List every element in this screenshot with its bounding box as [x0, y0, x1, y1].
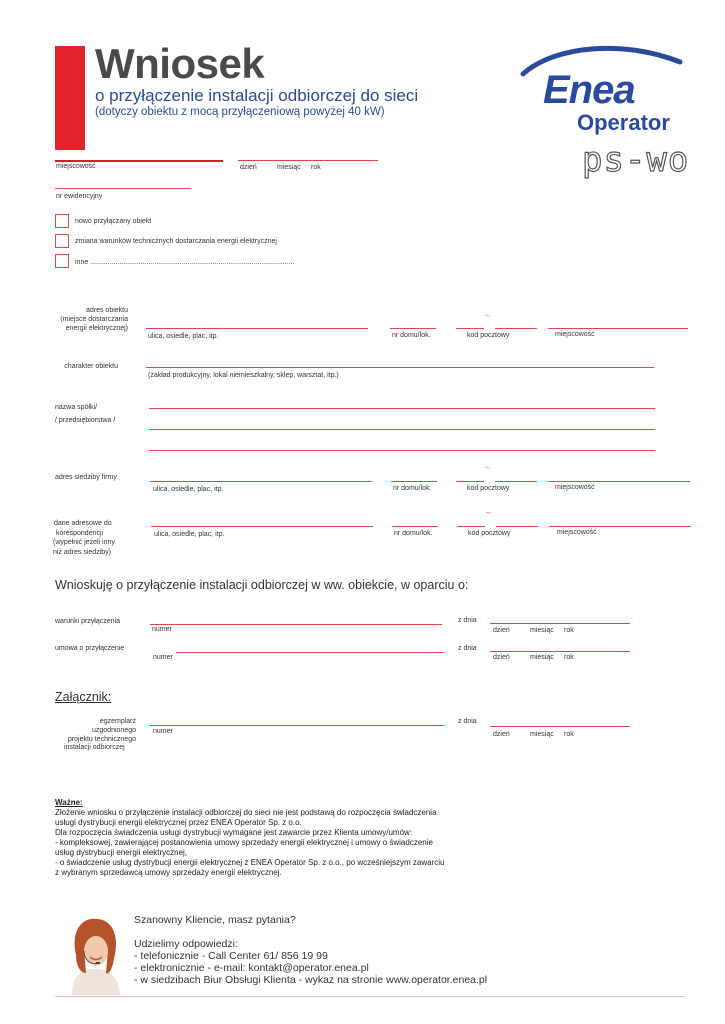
object-character-field[interactable]: [146, 367, 654, 368]
basis-agreement-number-label: numer: [153, 654, 173, 661]
checkbox-new-object[interactable]: [55, 214, 69, 228]
correspondence-city-field[interactable]: [549, 526, 691, 527]
correspondence-street-label: ulica, osiedle, plac, itp.: [154, 531, 225, 538]
date-dzien-label: dzień: [240, 164, 257, 171]
contact-offices: - w siedzibach Biur Obsługi Klienta - wykaz na stronie www.operator.enea.pl: [134, 974, 488, 986]
basis-conditions-zdnia-label: z dnia: [458, 617, 477, 624]
attachment-heading: Załącznik:: [55, 690, 112, 704]
request-heading: Wnioskuję o przyłączenie instalacji odbiorczej w ww. obiekcie, w oparciu o:: [55, 578, 469, 592]
basis-agreement-number-field[interactable]: [176, 652, 444, 653]
company-address-postal-label: kod pocztowy: [467, 485, 510, 492]
company-address-city-field[interactable]: [548, 481, 690, 482]
company-address-postal-field-2[interactable]: [495, 481, 537, 482]
important-line-3: Dla rozpoczęcia świadczenia usługi dystrybucji wymagane jest zawarcie przez Klienta umowy/umów:: [55, 828, 413, 837]
nr-ewidencyjny-label: nr ewidencyjny: [56, 193, 103, 200]
address-object-street-label: ulica, osiedle, plac, itp.: [148, 333, 219, 340]
correspondence-house-field[interactable]: [392, 526, 438, 527]
basis-conditions-number-label: numer: [152, 626, 172, 633]
important-line-7: z wybranym sprzedawcą umowy sprzedaży energii elektrycznej.: [55, 868, 282, 877]
important-title: Ważne:: [55, 798, 83, 807]
attachment-label-4: instalacji odbiorczej: [64, 744, 125, 751]
correspondence-postal-field-2[interactable]: [496, 526, 538, 527]
company-name-field-2[interactable]: [149, 429, 655, 430]
basis-agreement-date-field[interactable]: [490, 651, 630, 652]
attachment-rok-label: rok: [564, 731, 574, 738]
basis-agreement-miesiac-label: miesiąc: [530, 654, 554, 661]
correspondence-label: [53, 519, 115, 557]
logo-subtext: Operator: [577, 110, 670, 135]
basis-conditions-label: warunki przyłączenia: [55, 618, 120, 625]
company-address-postal-field-1[interactable]: [456, 481, 484, 482]
checkbox-change-conditions[interactable]: [55, 234, 69, 248]
company-name-field-3[interactable]: [149, 450, 655, 451]
correspondence-label-1: dane adresowe do: [54, 520, 112, 527]
enea-logo: [515, 40, 695, 140]
important-line-5: usług dystrybucji energii elektrycznej,: [55, 848, 188, 857]
address-object-house-label: nr domu/lok.: [392, 332, 431, 339]
important-line-6: - o świadczenie usług dystrybucji energii elektrycznej z ENEA Operator Sp. z o.o., po wcześniejszym zawarciu: [55, 858, 445, 867]
address-object-label: [40, 306, 128, 333]
postal-dash: –: [485, 463, 490, 472]
important-line-2: usługi dystrybucji energii elektrycznej przez ENEA Operator Sp. z o.o.: [55, 818, 302, 827]
address-object-postal-label: kod pocztowy: [467, 332, 510, 339]
correspondence-house-label: nr domu/lok.: [394, 530, 433, 537]
important-note: [55, 798, 475, 878]
address-object-postal-field-2[interactable]: [495, 328, 537, 329]
basis-agreement-dzien-label: dzień: [493, 654, 510, 661]
attachment-miesiac-label: miesiąc: [530, 731, 554, 738]
address-object-house-field[interactable]: [390, 328, 436, 329]
correspondence-city-label: miejscowość: [557, 529, 597, 536]
miejscowosc-field[interactable]: [55, 160, 223, 162]
call-center-avatar: [62, 915, 128, 995]
title-red-bar: [55, 46, 85, 150]
attachment-label-1: egzemplarz: [99, 718, 136, 725]
postal-dash: –: [486, 508, 491, 517]
basis-conditions-miesiac-label: miesiąc: [530, 627, 554, 634]
date-rok-label: rok: [311, 164, 321, 171]
nr-ewidencyjny-field[interactable]: [55, 188, 191, 189]
page-subtitle: o przyłączenie instalacji odbiorczej do sieci: [95, 86, 419, 105]
important-line-1: Złożenie wniosku o przyłączenie instalacji odbiorczej do sieci nie jest podstawą do rozpoczęcia świadczenia: [55, 808, 437, 817]
address-object-city-label: miejscowość: [555, 331, 595, 338]
checkbox-new-object-label: nowo przyłączany obiekt: [75, 218, 152, 225]
company-label-1: nazwa spółki/: [55, 404, 98, 411]
object-character-hint: (zakład produkcyjny, lokal niemieszkalny, sklep, warsztat, itp.): [148, 372, 339, 379]
address-object-city-field[interactable]: [548, 328, 688, 329]
correspondence-street-field[interactable]: [151, 526, 373, 527]
company-address-city-label: miejscowość: [555, 484, 595, 491]
address-object-postal-field-1[interactable]: [456, 328, 484, 329]
company-address-house-field[interactable]: [391, 481, 437, 482]
company-address-street-field[interactable]: [150, 481, 372, 482]
basis-conditions-number-field[interactable]: [150, 624, 442, 625]
correspondence-postal-label: kod pocztowy: [468, 530, 511, 537]
contact-answer-intro: Udzielimy odpowiedzi:: [134, 938, 238, 950]
address-object-street-field[interactable]: [146, 328, 368, 329]
checkbox-other[interactable]: [55, 254, 69, 268]
company-address-house-label: nr domu/lok.: [393, 485, 432, 492]
page-subtitle-note: (dotyczy obiektu z mocą przyłączeniową powyżej 40 kW): [95, 106, 385, 118]
date-miesiac-label: miesiąc: [277, 164, 301, 171]
contact-phone: - telefonicznie - Call Center 61/ 856 19 99: [134, 950, 328, 962]
footer-line: [55, 996, 685, 997]
address-object-label-2: (miejsce dostarczania: [60, 316, 128, 323]
attachment-number-field[interactable]: [150, 725, 444, 726]
checkbox-other-label: inne .........................................................................................................: [75, 259, 295, 266]
correspondence-label-4: niż adres siedziby): [53, 548, 111, 556]
attachment-zdnia-label: z dnia: [458, 718, 477, 725]
company-address-label: adres siedziby firmy: [55, 474, 117, 481]
form-code: ps-wo: [582, 140, 690, 180]
correspondence-label-2: korespondencji: [56, 529, 104, 537]
company-name-field-1[interactable]: [149, 408, 655, 409]
basis-conditions-rok-label: rok: [564, 627, 574, 634]
postal-dash: –: [485, 311, 490, 320]
attachment-number-label: numer: [153, 728, 173, 735]
address-object-label-1: adres obiektu: [85, 307, 128, 314]
basis-agreement-label: umowa o przyłączenie: [55, 645, 125, 652]
attachment-dzien-label: dzień: [493, 731, 510, 738]
date-field[interactable]: [238, 160, 378, 161]
company-label-2: / przedsiębiorstwa /: [55, 417, 116, 424]
logo-text: Enea: [543, 68, 635, 112]
important-line-4: - kompleksowej, zawierającej postanowienia umowy sprzedaży energii elektrycznej i umowy o świadczenie: [55, 838, 433, 847]
basis-agreement-rok-label: rok: [564, 654, 574, 661]
correspondence-postal-field-1[interactable]: [457, 526, 485, 527]
attachment-label-3: projektu technicznego: [67, 736, 136, 743]
checkbox-change-conditions-label: zmiana warunków technicznych dostarczania energii elektrycznej: [75, 238, 277, 245]
basis-agreement-zdnia-label: z dnia: [458, 645, 477, 652]
attachment-label-2: uzgodnionego: [92, 727, 136, 734]
attachment-date-field[interactable]: [490, 726, 630, 727]
object-character-label: charakter obiektu: [64, 363, 118, 370]
company-address-street-label: ulica, osiedle, plac, itp.: [153, 486, 224, 493]
page-title: Wniosek: [95, 40, 265, 87]
contact-question: Szanowny Kliencie, masz pytania?: [134, 914, 296, 926]
basis-conditions-date-field[interactable]: [490, 623, 630, 624]
attachment-label: [40, 717, 136, 744]
miejscowosc-label: miejscowość: [56, 163, 96, 170]
address-object-label-3: energii elektrycznej): [65, 325, 128, 332]
basis-conditions-dzien-label: dzień: [493, 627, 510, 634]
correspondence-label-3: (wypełnić jeżeli inny: [53, 539, 115, 546]
contact-email: - elektronicznie - e-mail: kontakt@operator.enea.pl: [134, 962, 369, 974]
